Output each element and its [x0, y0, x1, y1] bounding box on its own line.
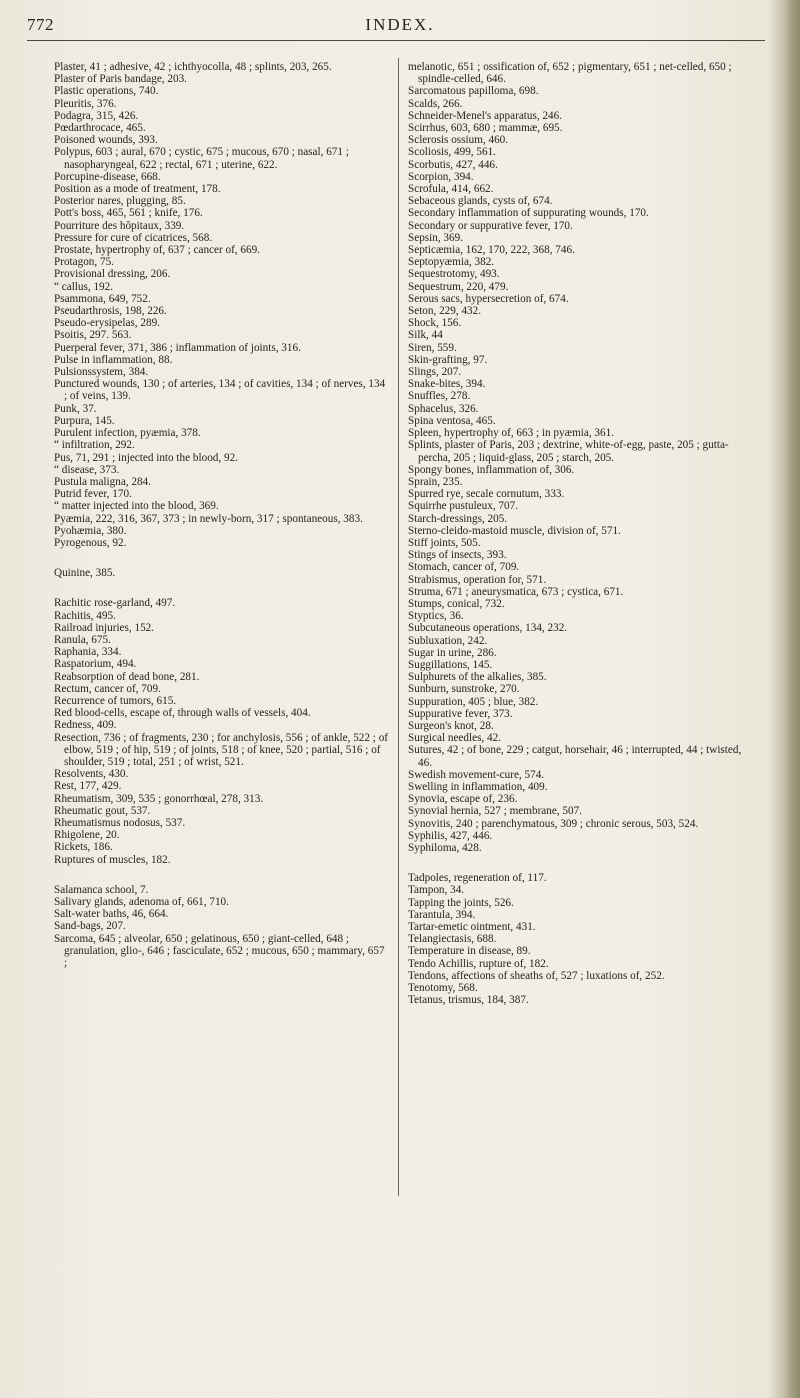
index-entry: Punk, 37. [54, 402, 97, 415]
index-entry: Slings, 207. [408, 366, 462, 379]
index-entry: “ matter injected into the blood, 369. [54, 500, 219, 513]
header-rule [27, 40, 765, 41]
index-entry: Salt-water baths, 46, 664. [54, 908, 169, 921]
index-entry: Pleuritis, 376. [54, 97, 117, 110]
index-entry: Salamanca school, 7. [54, 883, 149, 896]
index-group-s [54, 884, 388, 969]
index-entry: Septopyæmia, 382. [408, 256, 495, 269]
index-entry: Schneider-Menel's apparatus, 246. [408, 109, 563, 122]
index-entry: Protagon, 75. [54, 256, 114, 269]
index-entry: Psammona, 649, 752. [54, 292, 151, 305]
index-entry: Psoitis, 297. 563. [54, 329, 132, 342]
index-entry: Pœdarthrocace, 465. [54, 122, 146, 135]
index-entry: Snuffles, 278. [408, 390, 471, 403]
index-entry: Quinine, 385. [54, 567, 116, 580]
index-entry: Sarcomatous papilloma, 698. [408, 85, 539, 98]
index-entry: Red blood-cells, escape of, through walls of vessels, 404. [54, 707, 311, 720]
index-entry: Temperature in disease, 89. [408, 945, 531, 958]
index-entry: Pott's boss, 465, 561 ; knife, 176. [54, 207, 203, 220]
index-entry: Podagra, 315, 426. [54, 109, 139, 122]
index-entry: Pseudo-erysipelas, 289. [54, 317, 160, 330]
index-entry: Sugar in urine, 286. [408, 646, 497, 659]
index-entry: Pourriture des hôpitaux, 339. [54, 219, 185, 232]
index-entry: “ infiltration, 292. [54, 439, 135, 452]
index-entry: Scalds, 266. [408, 97, 463, 110]
index-entry: Serous sacs, hypersecretion of, 674. [408, 292, 569, 305]
index-entry: Porcupine-disease, 668. [54, 170, 161, 183]
index-entry: Pyæmia, 222, 316, 367, 373 ; in newly-born, 317 ; spontaneous, 383. [54, 512, 363, 525]
index-entry: Tenotomy, 568. [408, 982, 478, 995]
index-entry: Sarcoma, 645 ; alveolar, 650 ; gelatinous, 650 ; giant-celled, 648 ; granulation, glio-, 646 ; fasciculate, 652 ; mucous, 650 ; mammary, 657 ; [54, 932, 385, 970]
index-entry: Siren, 559. [408, 341, 457, 354]
index-entry: Suggillations, 145. [408, 658, 493, 671]
index-entry: Subluxation, 242. [408, 634, 488, 647]
group-gap [54, 579, 388, 597]
index-entry: Ruptures of muscles, 182. [54, 853, 171, 866]
index-entry: Strabismus, operation for, 571. [408, 573, 547, 586]
index-entry: Swelling in inflammation, 409. [408, 780, 548, 793]
index-entry: Septicæmia, 162, 170, 222, 368, 746. [408, 244, 575, 257]
index-entry: Resection, 736 ; of fragments, 230 ; for anchylosis, 556 ; of ankle, 522 ; of elbow, 519 ; of hip, 519 ; of joints, 518 ; of knee, 520 ; partial, 516 ; of shoulder, 519 ; total, 251 ; of wrist, 521. [54, 731, 389, 768]
index-entry: Pressure for cure of cicatrices, 568. [54, 231, 213, 244]
index-entry: Starch-dressings, 205. [408, 512, 508, 525]
index-group-t [408, 872, 755, 1006]
index-entry: “ disease, 373. [54, 463, 120, 476]
index-entry: “ callus, 192. [54, 280, 114, 293]
index-entry: Putrid fever, 170. [54, 488, 132, 501]
index-entry: Plastic operations, 740. [54, 85, 159, 98]
index-entry: Skin-grafting, 97. [408, 353, 488, 366]
index-entry: Scorpion, 394. [408, 170, 474, 183]
index-entry: Syphilis, 427, 446. [408, 829, 493, 842]
index-entry: Tapping the joints, 526. [408, 896, 514, 909]
index-entry: Spleen, hypertrophy of, 663 ; in pyæmia, 361. [408, 427, 615, 440]
index-entry: Swedish movement-cure, 574. [408, 768, 545, 781]
index-entry: Splints, plaster of Paris, 203 ; dextrine, white-of-egg, paste, 205 ; gutta-percha, 205 ; liquid-glass, 205 ; starch, 205. [408, 439, 729, 464]
index-entry: Suppurative fever, 373. [408, 707, 513, 720]
index-entry: Suppuration, 405 ; blue, 382. [408, 695, 539, 708]
index-entry: Struma, 671 ; aneurysmatica, 673 ; cystica, 671. [408, 585, 624, 598]
index-entry: Scrofula, 414, 662. [408, 183, 494, 196]
index-entry: Secondary inflammation of suppurating wounds, 170. [408, 207, 649, 220]
index-entry: Reabsorption of dead bone, 281. [54, 670, 200, 683]
index-entry: Sebaceous glands, cysts of, 674. [408, 195, 553, 208]
index-entry: Squirrhe pustuleux, 707. [408, 500, 519, 513]
index-entry: melanotic, 651 ; ossification of, 652 ; pigmentary, 651 ; net-celled, 650 ; spindle-celled, 646. [408, 61, 732, 86]
index-entry: Ranula, 675. [54, 633, 111, 646]
index-entry: Stings of insects, 393. [408, 549, 507, 562]
index-entry: Tadpoles, regeneration of, 117. [408, 872, 547, 885]
index-entry: Raspatorium, 494. [54, 658, 137, 671]
index-entry: Surgical needles, 42. [408, 732, 502, 745]
index-entry: Posterior nares, plugging, 85. [54, 195, 186, 208]
index-entry: Position as a mode of treatment, 178. [54, 183, 221, 196]
index-entry: Rheumatismus nodosus, 537. [54, 816, 186, 829]
index-entry: Tendons, affections of sheaths of, 527 ; luxations of, 252. [408, 969, 665, 982]
index-entry: Scoliosis, 499, 561. [408, 146, 496, 159]
index-entry: Puerperal fever, 371, 386 ; inflammation of joints, 316. [54, 341, 301, 354]
index-group-q [54, 567, 388, 579]
index-entry: Syphiloma, 428. [408, 842, 482, 854]
index-entry: Tendo Achillis, rupture of, 182. [408, 957, 549, 970]
index-group-p [54, 61, 388, 549]
index-entry: Snake-bites, 394. [408, 378, 486, 391]
index-entry: Poisoned wounds, 393. [54, 134, 158, 147]
index-entry: Tarantula, 394. [408, 908, 476, 921]
index-entry: Raphania, 334. [54, 646, 122, 659]
index-entry: Stiff joints, 505. [408, 536, 481, 549]
index-entry: Tampon, 34. [408, 884, 465, 897]
index-group-s-cont [408, 61, 755, 854]
index-entry: Sutures, 42 ; of bone, 229 ; catgut, horsehair, 46 ; interrupted, 44 ; twisted, 46. [408, 744, 742, 769]
index-entry: Salivary glands, adenoma of, 661, 710. [54, 896, 229, 908]
index-entry: Shock, 156. [408, 317, 462, 330]
index-entry: Pustula maligna, 284. [54, 475, 151, 488]
index-entry: Sterno-cleido-mastoid muscle, division of, 571. [408, 524, 621, 537]
index-entry: Tetanus, trismus, 184, 387. [408, 994, 529, 1007]
index-entry: Subcutaneous operations, 134, 232. [408, 622, 568, 635]
index-entry: Silk, 44 [408, 329, 443, 342]
index-entry: Resolvents, 430. [54, 768, 129, 781]
index-entry: Purpura, 145. [54, 414, 115, 427]
index-entry: Rest, 177, 429. [54, 780, 122, 793]
index-entry: Sand-bags, 207. [54, 920, 126, 933]
left-column [54, 61, 388, 969]
index-entry: Purulent infection, pyæmia, 378. [54, 427, 201, 440]
right-column [408, 61, 755, 1006]
index-entry: Railroad injuries, 152. [54, 621, 155, 634]
index-entry: Rickets, 186. [54, 841, 113, 854]
index-entry: Rheumatism, 309, 535 ; gonorrhœal, 278, 313. [54, 792, 264, 805]
index-entry: Sphacelus, 326. [408, 402, 479, 415]
index-entry: Redness, 409. [54, 719, 117, 732]
index-entry: Sequestrotomy, 493. [408, 268, 500, 281]
index-entry: Pyohæmia, 380. [54, 524, 127, 537]
group-gap [54, 866, 388, 884]
column-divider [398, 58, 399, 1196]
index-entry: Synovitis, 240 ; parenchymatous, 309 ; chronic serous, 503, 524. [408, 817, 699, 830]
index-entry: Rectum, cancer of, 709. [54, 682, 161, 695]
index-entry: Sequestrum, 220, 479. [408, 280, 509, 293]
index-entry: Pulsionssystem, 384. [54, 366, 149, 379]
index-entry: Pulse in inflammation, 88. [54, 353, 173, 366]
index-entry: Telangiectasis, 688. [408, 933, 497, 946]
index-entry: Pyrogenous, 92. [54, 536, 127, 549]
index-entry: Spina ventosa, 465. [408, 414, 496, 427]
index-entry: Rheumatic gout, 537. [54, 804, 151, 817]
index-entry: Scirrhus, 603, 680 ; mammæ, 695. [408, 122, 563, 135]
index-entry: Rachitis, 495. [54, 609, 116, 622]
page-edge-shadow [770, 0, 800, 1398]
group-gap [54, 549, 388, 567]
group-gap [408, 854, 755, 872]
index-entry: Synovia, escape of, 236. [408, 793, 518, 806]
index-entry: Sunburn, sunstroke, 270. [408, 683, 520, 696]
index-entry: Prostate, hypertrophy of, 637 ; cancer of, 669. [54, 244, 260, 257]
index-entry: Punctured wounds, 130 ; of arteries, 134 ; of cavities, 134 ; of nerves, 134 ; of veins, 139. [54, 378, 386, 403]
index-entry: Synovial hernia, 527 ; membrane, 507. [408, 805, 582, 818]
index-entry: Secondary or suppurative fever, 170. [408, 219, 573, 232]
index-entry: Sulphurets of the alkalies, 385. [408, 671, 547, 684]
index-entry: Stumps, conical, 732. [408, 597, 505, 610]
page-number: 772 [27, 15, 54, 34]
index-entry: Sclerosis ossium, 460. [408, 134, 509, 147]
running-title: INDEX. [365, 15, 435, 34]
index-entry: Spurred rye, secale cornutum, 333. [408, 488, 565, 501]
index-entry: Sprain, 235. [408, 475, 463, 488]
index-entry: Rhigolene, 20. [54, 829, 120, 842]
index-entry: Plaster, 41 ; adhesive, 42 ; ichthyocolla, 48 ; splints, 203, 265. [54, 61, 332, 73]
index-entry: Surgeon's knot, 28. [408, 719, 494, 732]
index-entry: Stomach, cancer of, 709. [408, 561, 520, 574]
index-entry: Provisional dressing, 206. [54, 268, 171, 281]
index-entry: Sepsin, 369. [408, 231, 464, 244]
index-entry: Pus, 71, 291 ; injected into the blood, 92. [54, 451, 238, 464]
index-entry: Seton, 229, 432. [408, 305, 482, 318]
index-entry: Pseudarthrosis, 198, 226. [54, 305, 167, 318]
index-entry: Spongy bones, inflammation of, 306. [408, 463, 575, 476]
index-entry: Plaster of Paris bandage, 203. [54, 73, 187, 86]
index-entry: Polypus, 603 ; aural, 670 ; cystic, 675 ; mucous, 670 ; nasal, 671 ; nasopharyngeal, 622 ; rectal, 671 ; uterine, 622. [54, 146, 349, 171]
index-entry: Tartar-emetic ointment, 431. [408, 921, 536, 934]
index-entry: Recurrence of tumors, 615. [54, 694, 177, 707]
index-entry: Scorbutis, 427, 446. [408, 158, 498, 171]
index-group-r [54, 597, 388, 865]
index-entry: Styptics, 36. [408, 610, 464, 623]
index-entry: Rachitic rose-garland, 497. [54, 597, 176, 610]
